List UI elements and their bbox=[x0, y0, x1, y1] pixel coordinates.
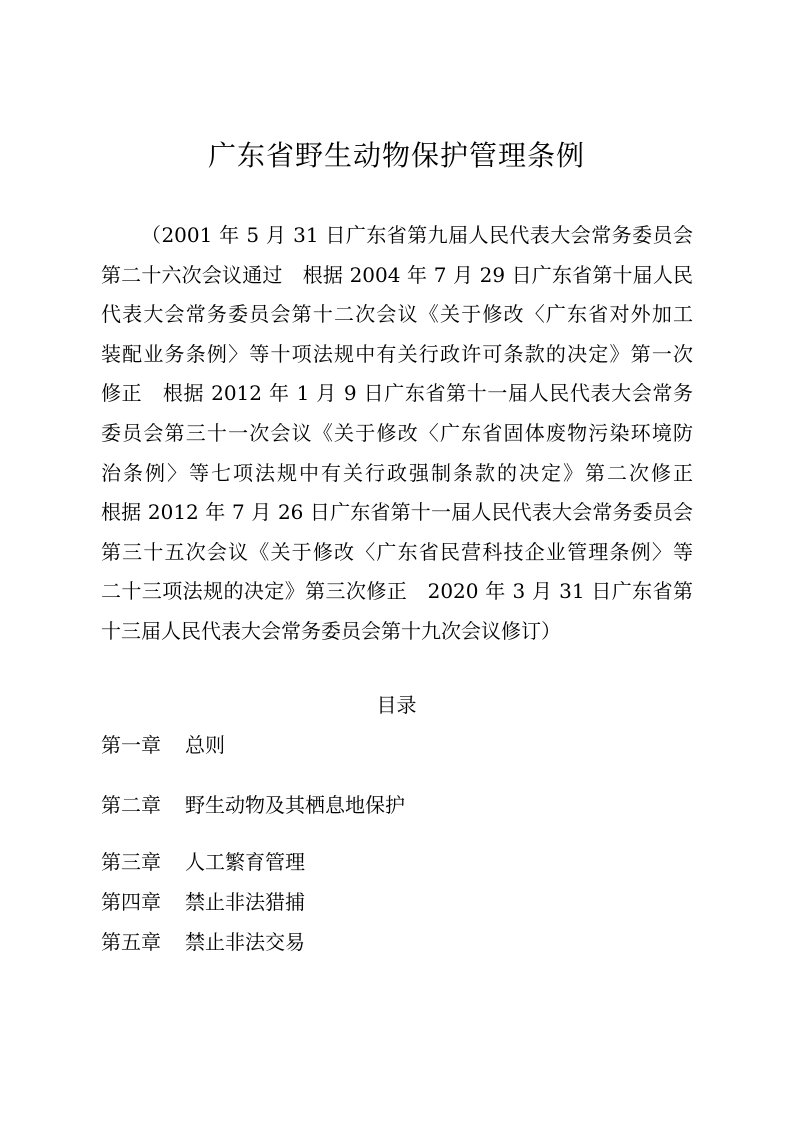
preamble-line: 根据 2012 年 7 月 26 日广东省第十一届人民代表大会常务委员会 bbox=[101, 500, 693, 525]
toc-chapter-name: 野生动物及其栖息地保护 bbox=[185, 793, 405, 817]
toc-item-chapter-5 bbox=[101, 927, 305, 957]
toc-chapter-name: 禁止非法猎捕 bbox=[185, 890, 305, 914]
toc-heading: 目录 bbox=[376, 693, 417, 717]
toc-chapter-number: 第五章 bbox=[101, 930, 161, 954]
toc-item-chapter-1 bbox=[101, 730, 225, 760]
preamble-line: 第三十五次会议《关于修改〈广东省民营科技企业管理条例〉等 bbox=[101, 539, 693, 564]
document-title: 广东省野生动物保护管理条例 bbox=[207, 139, 585, 172]
preamble-line: 治条例〉等七项法规中有关行政强制条款的决定》第二次修正 bbox=[101, 460, 693, 485]
preamble-line: 修正 根据 2012 年 1 月 9 日广东省第十一届人民代表大会常务 bbox=[101, 381, 693, 406]
toc-item-chapter-3 bbox=[101, 847, 305, 877]
toc-item-chapter-2 bbox=[101, 790, 405, 820]
toc-chapter-name: 禁止非法交易 bbox=[185, 930, 305, 954]
preamble-line: 装配业务条例〉等十项法规中有关行政许可条款的决定》第一次 bbox=[101, 341, 693, 366]
preamble-line: 委员会第三十一次会议《关于修改〈广东省固体废物污染环境防 bbox=[101, 420, 693, 445]
preamble-line: 第二十六次会议通过 根据 2004 年 7 月 29 日广东省第十届人民 bbox=[101, 262, 693, 287]
toc-chapter-number: 第二章 bbox=[101, 793, 161, 817]
toc-chapter-name: 总则 bbox=[185, 733, 225, 757]
toc-chapter-number: 第三章 bbox=[101, 850, 161, 874]
legislative-history-preamble bbox=[101, 216, 693, 652]
toc-item-chapter-4 bbox=[101, 887, 305, 917]
preamble-line: 代表大会常务委员会第十二次会议《关于修改〈广东省对外加工 bbox=[101, 302, 693, 327]
preamble-line: 十三届人民代表大会常务委员会第十九次会议修订） bbox=[101, 618, 561, 643]
toc-chapter-name: 人工繁育管理 bbox=[185, 850, 305, 874]
preamble-line: （2001 年 5 月 31 日广东省第九届人民代表大会常务委员会 bbox=[141, 223, 693, 247]
toc-chapter-number: 第一章 bbox=[101, 733, 161, 757]
toc-chapter-number: 第四章 bbox=[101, 890, 161, 914]
preamble-line: 二十三项法规的决定》第三次修正 2020 年 3 月 31 日广东省第 bbox=[101, 579, 693, 604]
